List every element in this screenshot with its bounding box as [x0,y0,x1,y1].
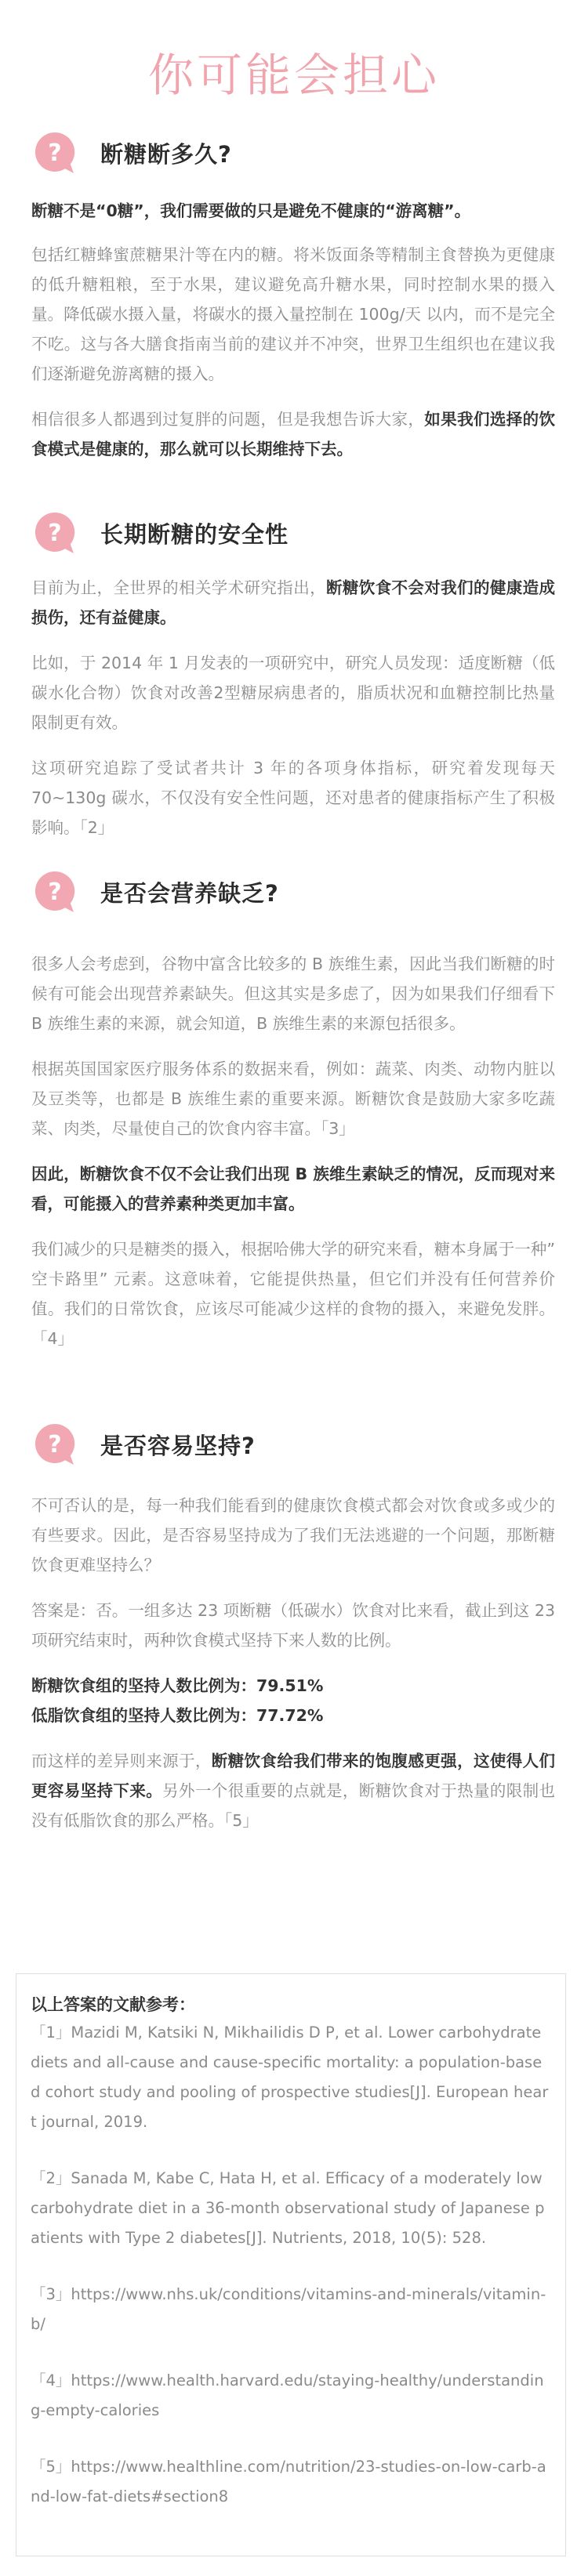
paragraph: 目前为止，全世界的相关学术研究指出，断糖饮食不会对我们的健康造成损伤，还有益健康。 [31,578,556,627]
paragraph: 相信很多人都遇到过复胖的问题，但是我想告诉大家，如果我们选择的饮食模式是健康的，那么就可以长期维持下去。 [31,410,556,458]
section-nutrition [31,864,555,1353]
section-title: 长期断糖的安全性 [100,520,289,548]
question-bubble-icon [31,1421,78,1468]
paragraph: 断糖不是“0糖”，我们需要做的只是避免不健康的“游离糖”。 [31,201,471,220]
stat-line: 低脂饮食组的坚持人数比例为：77.72% [31,1706,324,1725]
svg-text:?: ? [48,520,62,547]
paragraph: 而这样的差异则来源于，断糖饮食给我们带来的饱腹感更强，这使得人们更容易坚持下来。另外一个很重要的点就是，断糖饮食对于热量的限制也没有低脂饮食的那么严格。「5」 [31,1752,556,1830]
paragraph: 不可否认的是，每一种我们能看到的健康饮食模式都会对饮食或多或少的有些要求。因此，是否容易坚持成为了我们无法逃避的一个问题，那断糖饮食更难坚持么？ [31,1496,555,1574]
question-bubble-icon [31,129,78,176]
references-box [16,1973,566,2556]
paragraph: 这项研究追踪了受试者共计 3 年的各项身体指标，研究着发现每天 70~130g 碳水，不仅没有安全性问题，还对患者的健康指标产生了积极影响。「2」 [31,759,555,837]
section-header [31,864,555,919]
section-title: 断糖断多久? [100,140,232,168]
svg-text:?: ? [48,879,62,906]
stat-line: 断糖饮食组的坚持人数比例为：79.51% [31,1676,324,1695]
section-safety [31,505,555,842]
section-title: 是否会营养缺乏? [100,879,279,907]
page-title: 你可能会担心 [147,49,440,102]
paragraph: 很多人会考虑到，谷物中富含比较多的 B 族维生素，因此当我们断糖的时候有可能会出现营养素缺失。但这其实是多虑了，因为如果我们仔细看下 B 族维生素的来源，就会知道，B 族维生素的来源包括很多。 [31,955,555,1033]
paragraph: 答案是：否。一组多达 23 项断糖（低碳水）饮食对比来看，截止到这 23 项研究结束时，两种饮食模式坚持下来人数的比例。 [31,1601,555,1650]
section-title: 是否容易坚持? [100,1432,256,1459]
section-adherence [31,1417,555,1835]
section-header [31,505,555,560]
paragraph: 我们减少的只是糖类的摄入，根据哈佛大学的研究来看，糖本身属于一种” 空卡路里” 元素。这意味着，它能提供热量，但它们并没有任何营养价值。我们的日常饮食，应该尽可能减少这样的食物的摄入，来避免发胖。「4」 [31,1240,555,1348]
paragraph: 因此，断糖饮食不仅不会让我们出现 B 族维生素缺乏的情况，反而现对来看，可能摄入的营养素种类更加丰富。 [31,1165,555,1213]
references-heading: 以上答案的文献参考： [31,1995,195,2014]
paragraph: 比如，于 2014 年 1 月发表的一项研究中，研究人员发现：适度断糖（低碳水化合物）饮食对改善2型糖尿病患者的，脂质状况和血糖控制比热量限制更有效。 [31,654,555,732]
question-bubble-icon [31,509,78,556]
section-header [31,125,555,180]
section-header [31,1417,555,1472]
paragraph: 根据英国国家医疗服务体系的数据来看，例如：蔬菜、肉类、动物内脏以及豆类等，也都是 B 族维生素的重要来源。断糖饮食是鼓励大家多吃蔬菜、肉类，尽量使自己的饮食内容丰富。「3」 [31,1060,555,1138]
reference-item: 「4」https://www.health.harvard.edu/staying-healthy/understanding-empty-calories [31,2371,544,2419]
paragraph: 包括红糖蜂蜜蔗糖果汁等在内的糖。将米饭面条等精制主食替换为更健康的低升糖粗粮，至于水果，建议避免高升糖水果，同时控制水果的摄入量。降低碳水摄入量，将碳水的摄入量控制在 100g/天 以内，而不是完全不吃。这与各大膳食指南当前的建议并不冲突，世界卫生组织也在建议我们逐渐避免游离糖的摄入。 [31,245,555,383]
question-bubble-icon [31,868,78,915]
reference-item: 「1」Mazidi M, Katsiki N, Mikhailidis D P, et al. Lower carbohydrate diets and all-cause and cause-specific mortality: a population-based cohort study and pooling of prospective studies[J]. European heart journal, 2019. [31,2023,549,2131]
reference-item: 「3」https://www.nhs.uk/conditions/vitamins-and-minerals/vitamin-b/ [31,2285,546,2333]
section-duration [31,125,555,464]
reference-item: 「5」https://www.healthline.com/nutrition/23-studies-on-low-carb-and-low-fat-diets#section8 [31,2458,546,2505]
svg-text:?: ? [48,1431,62,1458]
reference-item: 「2」Sanada M, Kabe C, Hata H, et al. Efficacy of a moderately low carbohydrate diet in a 36-month observational study of Japanese patients with Type 2 diabetes[J]. Nutrients, 2018, 10(5): 528. [31,2169,545,2247]
svg-text:?: ? [48,139,62,167]
